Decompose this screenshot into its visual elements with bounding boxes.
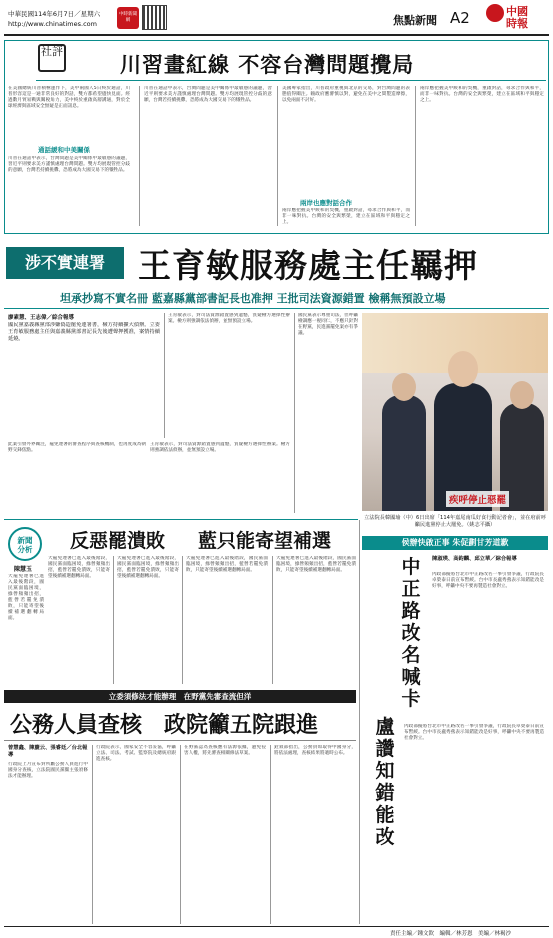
main-story-col-2b-text: 王育敏表示，對司法資源錯置感到遺憾，質疑檢方選擇性辦案。檢方則強調依法偵辦，並無預設立場。 bbox=[150, 442, 290, 453]
lower-headline-rule bbox=[4, 740, 356, 741]
photo-person-left bbox=[382, 395, 426, 511]
main-story-byline: 廖素慧、王志偉／綜合報導 bbox=[8, 315, 75, 321]
header-rule bbox=[4, 34, 549, 36]
banner-tag-text: 涉不實連署 bbox=[24, 253, 105, 272]
analysis-divider-3 bbox=[272, 556, 273, 684]
analysis-divider-2 bbox=[182, 556, 183, 684]
editorial-col-3b-text: 兩岸應把握美中緩和的契機，重啟對話，尋求合作與和平，而非一味對抗。台灣的安全與繁榮，建立在區域和平與穩定之上。 bbox=[282, 208, 410, 225]
lower-col-3-text: 在野黨認為查核應有法源依據，避免侵害人權，將先審查相關修法草案。 bbox=[184, 745, 266, 756]
photo-overlay-text: 疾呼停止惡罷 bbox=[446, 491, 509, 507]
photo-person-left-head bbox=[392, 373, 416, 401]
banner-rule bbox=[4, 308, 549, 309]
banner-tag bbox=[6, 247, 124, 279]
side-title-line-2: 盧讚知錯能改 bbox=[375, 716, 395, 848]
editorial-col-1-text: 在美國總統川普積極運作下，美中兩國人5日終於通話，川普形容這是一通非常良好的對話，雙方都希望儘快見面。經過數月貿易戰與關稅角力，美中終於重啟高層溝通，對於全球經濟與區域安全無疑是正面訊息。 bbox=[8, 86, 130, 109]
editorial-divider-2 bbox=[277, 86, 278, 226]
footer-credits: 責任主編／鍾文欽 編輯／林芳恩 美編／林褐沙 bbox=[390, 931, 512, 937]
main-story-col-2b bbox=[150, 442, 290, 514]
analysis-col-2 bbox=[117, 556, 179, 684]
side-byline: 陳淑瑛、高鈞麟、邱立華／綜合報導 bbox=[432, 556, 517, 562]
side-body-1 bbox=[432, 572, 544, 720]
news-photo bbox=[362, 313, 548, 511]
main-story-lead-text: 國民黨嘉義縣黨部涉嫌偽造罷免連署書，檢方持續擴大偵辦。立委王育敏服務處主任與嘉義縣黨部書記長先後遭聲押獲准，案情持續延燒。 bbox=[8, 322, 160, 342]
side-top-banner bbox=[362, 536, 548, 550]
lower-col-2-text: 行政院表示，國家安全不容妥協，呼籲立法、司法、考試、監察院及總統府跟進查核。 bbox=[96, 745, 176, 762]
editorial-col-2 bbox=[144, 86, 272, 228]
analysis-col-0 bbox=[8, 574, 44, 684]
lower-col-3 bbox=[184, 745, 266, 924]
editorial-col-1b-text: 川普在通話中表示，台灣問題是美中關係中最敏感的議題，習近平則要求美方謹慎處理台灣問題。雙方均展現管控分歧的意願，台灣若持續挑釁，恐將成為大國交易下的犧牲品。 bbox=[8, 156, 130, 173]
editorial-subhead-1: 通話緩和中美關係 bbox=[38, 146, 90, 154]
editorial-subhead-2: 兩岸也應對話合作 bbox=[300, 199, 352, 207]
editorial-col-4 bbox=[420, 86, 544, 228]
side-top-banner-text: 侯辦快啟正事 朱促劃甘芳道歉 bbox=[401, 538, 509, 547]
photo-person-right-head bbox=[510, 381, 534, 409]
main-divider-1 bbox=[164, 313, 165, 438]
side-title-line-1: 中正路改名喊卡 bbox=[401, 556, 421, 710]
analysis-badge-line2: 分析 bbox=[17, 545, 33, 554]
logo-mark-icon bbox=[486, 4, 504, 22]
editorial-badge-text: 社評 bbox=[41, 45, 63, 58]
qr-code-icon[interactable] bbox=[143, 6, 166, 29]
analysis-headline-right: 藍只能寄望補選 bbox=[198, 530, 332, 552]
editorial-col-3 bbox=[282, 86, 410, 194]
side-body-2 bbox=[404, 724, 544, 904]
analysis-top-rule bbox=[4, 519, 358, 520]
app-badge-label: 中時新聞網 bbox=[119, 12, 137, 23]
analysis-headline-left: 反惡罷潰敗 bbox=[70, 530, 166, 552]
header-bar bbox=[0, 0, 553, 36]
page-number: A2 bbox=[450, 9, 470, 27]
main-story-lead bbox=[8, 322, 160, 438]
main-story-col-2 bbox=[168, 313, 290, 438]
app-badge[interactable] bbox=[117, 7, 139, 29]
editorial-col-1b bbox=[8, 156, 130, 228]
lower-headline: 公務人員查核 政院籲五院跟進 bbox=[10, 713, 319, 738]
photo-caption: 立法院長韓國瑜（中）6日出席「114年嘉尾南瓜好食行動記者會」，並在府前呼籲民進黨停止大罷免。（姚志平攝） bbox=[364, 515, 546, 528]
lower-byline: 曾慧鑫、陳慶云、張睿廷／台北報導 bbox=[8, 745, 88, 758]
side-body-2-text: 內政部擬將台北市中正路改名一事引發爭議，行政院長卓榮泰日前宣布暫緩。台中市長盧秀燕表示知錯能改是好事，呼籲中央不要再製造社會對立。 bbox=[404, 724, 544, 741]
main-story-col-1b-text: 此案引發外界關注，罷免連署的審查程序與查核機制，也再度成為朝野交鋒焦點。 bbox=[8, 442, 146, 453]
editorial-col-1 bbox=[8, 86, 130, 140]
analysis-author: 陳慧玉 bbox=[14, 566, 33, 573]
editorial-col-4-text: 兩岸應把握美中緩和的契機，重啟對話，尋求合作與和平，而非一味對抗。台灣的安全與繁榮，建立在區域和平與穩定之上。 bbox=[420, 86, 544, 103]
banner-headline: 王育敏服務處主任羈押 bbox=[138, 246, 478, 285]
lower-col-2 bbox=[96, 745, 176, 924]
main-story-col-1b bbox=[8, 442, 146, 514]
side-body-1-text: 內政部擬將台北市中正路改名一事引發爭議，行政院長卓榮泰日前宣布暫緩。台中市長盧秀燕表示知錯能改是好事，呼籲中央不要再製造社會對立。 bbox=[432, 572, 544, 589]
editorial-divider-3 bbox=[415, 86, 416, 226]
analysis-col-1 bbox=[48, 556, 110, 684]
editorial-divider-1 bbox=[139, 86, 140, 226]
newspaper-logo: 中國時報 bbox=[506, 5, 528, 30]
analysis-divider-1 bbox=[113, 556, 114, 684]
lower-dark-banner bbox=[4, 690, 356, 703]
section-title: 焦點新聞 bbox=[393, 14, 437, 27]
footer-rule bbox=[4, 926, 549, 927]
analysis-badge bbox=[8, 527, 42, 561]
photo-person-center-head bbox=[448, 351, 478, 387]
analysis-col-4 bbox=[276, 556, 356, 684]
lower-divider-1 bbox=[92, 745, 93, 924]
main-story-col-3 bbox=[298, 313, 358, 513]
lower-divider-3 bbox=[270, 745, 271, 924]
analysis-badge-line1: 新聞 bbox=[17, 536, 33, 545]
main-divider-2 bbox=[294, 313, 295, 513]
analysis-col-0-text: 大罷免連署已進入最後階段，國民黨面臨困境，綠營頻頻出招，藍營若罷免潰敗，只能寄望後續補選翻轉局面。 bbox=[8, 574, 44, 621]
editorial-badge bbox=[38, 44, 66, 72]
lower-divider-2 bbox=[180, 745, 181, 924]
analysis-col-4-text: 大罷免連署已進入最後階段，國民黨面臨困境，綠營頻頻出招，藍營若罷免潰敗，只能寄望後續補選翻轉局面。 bbox=[276, 556, 356, 573]
lower-col-4 bbox=[274, 745, 356, 924]
editorial-title-rule bbox=[36, 80, 546, 81]
editorial-col-2-text: 川普在通話中表示，台灣問題是美中關係中最敏感的議題，習近平則要求美方謹慎處理台灣問題。雙方均展現管控分歧的意願，台灣若持續挑釁，恐將成為大國交易下的犧牲品。 bbox=[144, 86, 272, 103]
analysis-col-3 bbox=[186, 556, 268, 684]
analysis-col-1-text: 大罷免連署已進入最後階段，國民黨面臨困境，綠營頻頻出招，藍營若罷免潰敗，只能寄望後續補選翻轉局面。 bbox=[48, 556, 110, 579]
lower-col-4-text: 銓敘部指出，公務員如取得中國身分，將依法處理，查核結果將適時公布。 bbox=[274, 745, 356, 756]
side-left-rule bbox=[359, 520, 360, 924]
header-date: 中華民國114年6月7日／星期六 bbox=[8, 10, 101, 18]
editorial-col-3-text: 美國專家指出，川普政府重視與北京的交易，對台灣問題的表態值得關注。賴政府應審慎以對，避免在美中之間製造摩擦，以免兩面不討好。 bbox=[282, 86, 410, 103]
lower-col-1-text: 行政院上月宣布對所屬公務人員進行中國身分查核，立法院國民黨團主張須修法才能辦理。 bbox=[8, 762, 88, 779]
main-story-col-2-text: 王育敏表示，對司法資源錯置感到遺憾，質疑檢方選擇性辦案。檢方則強調依法偵辦，並無預設立場。 bbox=[168, 313, 290, 324]
editorial-headline: 川習畫紅線 不容台灣問題攪局 bbox=[120, 53, 415, 77]
main-story-col-3-text: 國民黨表示尊重司法，但呼籲檢調應一視同仁，不應只針對在野黨，民進黨罷免案亦有爭議。 bbox=[298, 313, 358, 336]
header-website[interactable]: http://www.chinatimes.com bbox=[8, 20, 97, 28]
lower-dark-banner-text: 立委須修法才能辦理 在野黨先審查流但洋 bbox=[108, 692, 252, 701]
analysis-col-2-text: 大罷免連署已進入最後階段，國民黨面臨困境，綠營頻頻出招，藍營若罷免潰敗，只能寄望後續補選翻轉局面。 bbox=[117, 556, 179, 579]
analysis-col-3-text: 大罷免連署已進入最後階段，國民黨面臨困境，綠營頻頻出招，藍營若罷免潰敗，只能寄望後續補選翻轉局面。 bbox=[186, 556, 268, 573]
editorial-col-3b bbox=[282, 208, 410, 228]
lower-col-1 bbox=[8, 762, 88, 924]
banner-subline: 坦承抄寫不實名冊 藍嘉縣黨部書記長也准押 王批司法資源錯置 檢稱無預設立場 bbox=[60, 292, 446, 305]
